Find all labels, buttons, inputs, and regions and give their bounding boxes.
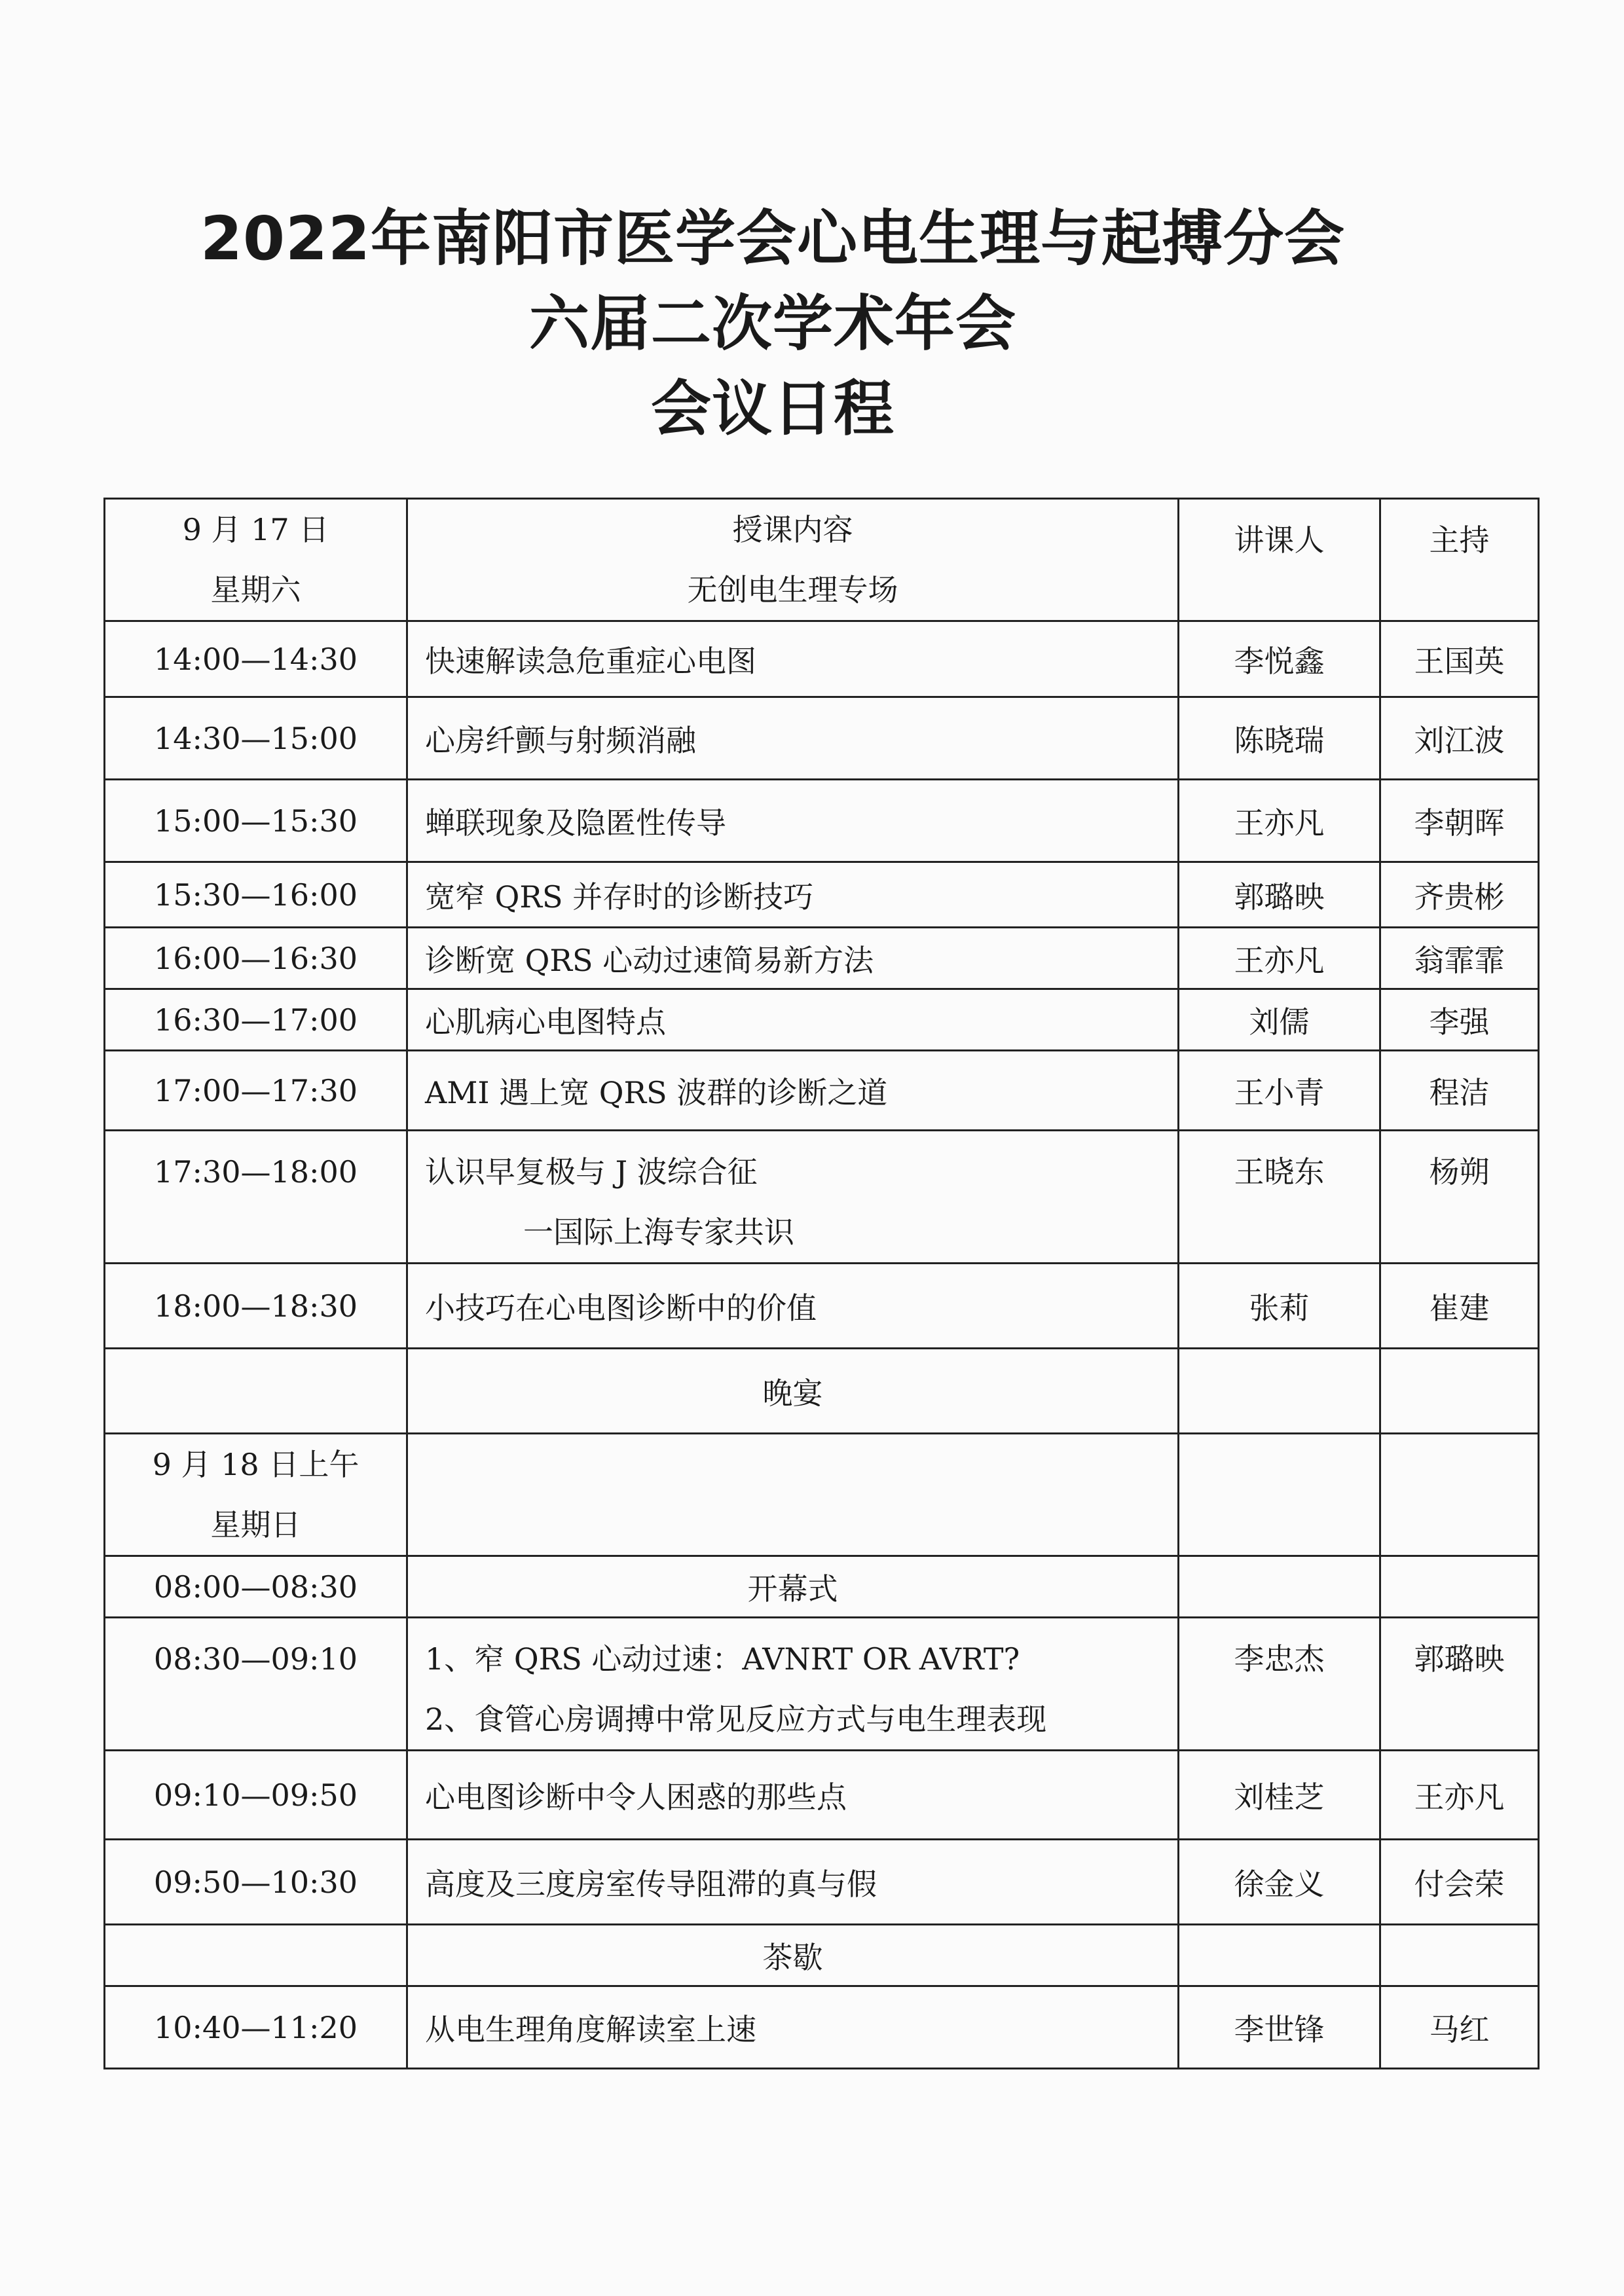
table-row bbox=[105, 928, 1539, 989]
header-date: 9 月 17 日 bbox=[182, 512, 329, 547]
day2-topic bbox=[407, 1434, 1179, 1556]
header-session: 无创电生理专场 bbox=[687, 572, 898, 608]
header-host-cell bbox=[1380, 499, 1539, 621]
row-topic bbox=[407, 1618, 1179, 1751]
row-speaker: 刘桂芝 bbox=[1179, 1751, 1380, 1840]
row-speaker: 李世锋 bbox=[1179, 1986, 1380, 2069]
row-speaker: 李悦鑫 bbox=[1179, 621, 1380, 697]
opening-label: 开幕式 bbox=[407, 1556, 1179, 1618]
row-topic: 心房纤颤与射频消融 bbox=[407, 697, 1179, 780]
row-host: 李强 bbox=[1380, 989, 1539, 1051]
row-host-text: 杨朔 bbox=[1429, 1154, 1490, 1190]
table-row bbox=[105, 1751, 1539, 1840]
row-time bbox=[105, 1131, 407, 1264]
banquet-time bbox=[105, 1349, 407, 1434]
row-time: 09:10—09:50 bbox=[105, 1751, 407, 1840]
tea-break-label: 茶歇 bbox=[407, 1925, 1179, 1986]
row-host-text: 郭璐映 bbox=[1414, 1641, 1505, 1677]
row-host bbox=[1380, 1618, 1539, 1751]
row-speaker: 王小青 bbox=[1179, 1051, 1380, 1131]
row-host: 程洁 bbox=[1380, 1051, 1539, 1131]
banquet-label: 晚宴 bbox=[407, 1349, 1179, 1434]
row-topic: 高度及三度房室传导阻滞的真与假 bbox=[407, 1840, 1179, 1925]
row-topic: 快速解读急危重症心电图 bbox=[407, 621, 1179, 697]
row-speaker bbox=[1179, 1618, 1380, 1751]
header-content-label: 授课内容 bbox=[732, 512, 853, 547]
row-topic-line2: 一国际上海专家共识 bbox=[523, 1214, 794, 1250]
header-content-cell bbox=[407, 499, 1179, 621]
row-time: 17:00—17:30 bbox=[105, 1051, 407, 1131]
table-row bbox=[105, 1264, 1539, 1349]
row-topic: 心肌病心电图特点 bbox=[407, 989, 1179, 1051]
row-topic: 从电生理角度解读室上速 bbox=[407, 1986, 1179, 2069]
title-line-2: 六届二次学术年会 bbox=[528, 289, 1016, 359]
tea-break-speaker bbox=[1179, 1925, 1380, 1986]
row-topic: 心电图诊断中令人困惑的那些点 bbox=[407, 1751, 1179, 1840]
row-time-text: 17:30—18:00 bbox=[153, 1154, 358, 1190]
row-host: 崔建 bbox=[1380, 1264, 1539, 1349]
row-host: 齐贵彬 bbox=[1380, 862, 1539, 928]
row-topic: AMI 遇上宽 QRS 波群的诊断之道 bbox=[407, 1051, 1179, 1131]
tea-break-row bbox=[105, 1925, 1539, 1986]
row-speaker: 张莉 bbox=[1179, 1264, 1380, 1349]
day2-date: 9 月 18 日上午 bbox=[152, 1447, 360, 1482]
row-time: 18:00—18:30 bbox=[105, 1264, 407, 1349]
row-speaker bbox=[1179, 1131, 1380, 1264]
opening-row bbox=[105, 1556, 1539, 1618]
table-row bbox=[105, 1051, 1539, 1131]
table-row bbox=[105, 862, 1539, 928]
schedule-table bbox=[103, 498, 1540, 2069]
table-row bbox=[105, 1986, 1539, 2069]
title-line-1: 2022年南阳市医学会心电生理与起搏分会 bbox=[200, 204, 1346, 274]
row-host: 马红 bbox=[1380, 1986, 1539, 2069]
row-time: 16:00—16:30 bbox=[105, 928, 407, 989]
row-time: 09:50—10:30 bbox=[105, 1840, 407, 1925]
row-host bbox=[1380, 1131, 1539, 1264]
row-speaker: 陈晓瑞 bbox=[1179, 697, 1380, 780]
opening-time: 08:00—08:30 bbox=[105, 1556, 407, 1618]
opening-speaker bbox=[1179, 1556, 1380, 1618]
row-topic-line1: 认识早复极与 J 波综合征 bbox=[425, 1154, 758, 1190]
table-row bbox=[105, 1840, 1539, 1925]
row-time: 15:30—16:00 bbox=[105, 862, 407, 928]
row-topic: 诊断宽 QRS 心动过速简易新方法 bbox=[407, 928, 1179, 989]
tea-break-time bbox=[105, 1925, 407, 1986]
table-row bbox=[105, 697, 1539, 780]
row-speaker: 王亦凡 bbox=[1179, 780, 1380, 862]
banquet-host bbox=[1380, 1349, 1539, 1434]
row-topic: 蝉联现象及隐匿性传导 bbox=[407, 780, 1179, 862]
banquet-speaker bbox=[1179, 1349, 1380, 1434]
row-topic: 宽窄 QRS 并存时的诊断技巧 bbox=[407, 862, 1179, 928]
opening-host bbox=[1380, 1556, 1539, 1618]
header-weekday: 星期六 bbox=[210, 572, 301, 608]
row-host: 王亦凡 bbox=[1380, 1751, 1539, 1840]
header-row bbox=[105, 499, 1539, 621]
row-host: 王国英 bbox=[1380, 621, 1539, 697]
row-topic-line1: 1、窄 QRS 心动过速：AVNRT OR AVRT? bbox=[425, 1641, 1020, 1677]
header-speaker-label: 讲课人 bbox=[1234, 522, 1325, 558]
day2-date-cell bbox=[105, 1434, 407, 1556]
header-host-label: 主持 bbox=[1429, 522, 1490, 558]
row-host: 刘江波 bbox=[1380, 697, 1539, 780]
row-speaker: 郭璐映 bbox=[1179, 862, 1380, 928]
row-host: 翁霏霏 bbox=[1380, 928, 1539, 989]
row-time: 14:30—15:00 bbox=[105, 697, 407, 780]
tea-break-host bbox=[1380, 1925, 1539, 1986]
row-topic: 小技巧在心电图诊断中的价值 bbox=[407, 1264, 1179, 1349]
row-time: 15:00—15:30 bbox=[105, 780, 407, 862]
document-title bbox=[0, 196, 1545, 452]
day2-host bbox=[1380, 1434, 1539, 1556]
day2-speaker bbox=[1179, 1434, 1380, 1556]
row-speaker: 徐金义 bbox=[1179, 1840, 1380, 1925]
row-host: 李朝晖 bbox=[1380, 780, 1539, 862]
table-row bbox=[105, 1618, 1539, 1751]
row-time: 10:40—11:20 bbox=[105, 1986, 407, 2069]
table-row bbox=[105, 1131, 1539, 1264]
table-row bbox=[105, 780, 1539, 862]
row-speaker-text: 王晓东 bbox=[1234, 1154, 1325, 1190]
row-speaker: 刘儒 bbox=[1179, 989, 1380, 1051]
row-topic bbox=[407, 1131, 1179, 1264]
row-host: 付会荣 bbox=[1380, 1840, 1539, 1925]
header-date-cell bbox=[105, 499, 407, 621]
banquet-row bbox=[105, 1349, 1539, 1434]
table-row bbox=[105, 621, 1539, 697]
day2-weekday: 星期日 bbox=[210, 1507, 301, 1542]
table-row bbox=[105, 989, 1539, 1051]
row-speaker-text: 李忠杰 bbox=[1234, 1641, 1325, 1677]
header-speaker-cell bbox=[1179, 499, 1380, 621]
day2-header-row bbox=[105, 1434, 1539, 1556]
row-time: 16:30—17:00 bbox=[105, 989, 407, 1051]
title-line-3: 会议日程 bbox=[650, 374, 895, 444]
row-speaker: 王亦凡 bbox=[1179, 928, 1380, 989]
row-time: 14:00—14:30 bbox=[105, 621, 407, 697]
row-topic-line2: 2、食管心房调搏中常见反应方式与电生理表现 bbox=[425, 1702, 1047, 1737]
row-time-text: 08:30—09:10 bbox=[153, 1641, 358, 1677]
row-time bbox=[105, 1618, 407, 1751]
